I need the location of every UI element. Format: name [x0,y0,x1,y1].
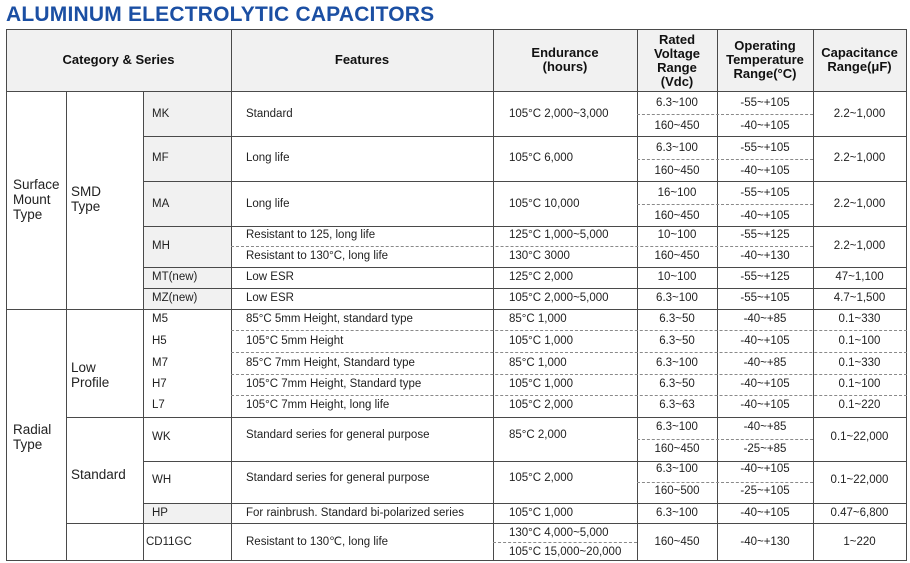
endurance-wk: 85°C 2,000 [509,429,567,441]
cap-h5: 0.1~100 [838,335,881,347]
rule [66,523,907,524]
feature-l7: 105°C 7mm Height, long life [246,399,390,411]
series-mh: MH [152,240,170,252]
subcategory-standard: Standard [71,467,126,482]
cap-cd11gc: 1~220 [843,536,876,548]
rule [143,226,907,227]
temp-wh: -25~+105 [740,485,790,497]
feature-mh: Resistant to 130°C, long life [246,250,389,262]
voltage-mh: 160~450 [654,250,700,262]
temp-cd11gc: -40~+130 [740,536,790,548]
endurance-mt: 125°C 2,000 [509,271,574,283]
temp-mk: -55~+105 [740,97,790,109]
cap-l7: 0.1~220 [838,399,881,411]
voltage-wh: 160~500 [654,485,700,497]
temp-h7: -40~+105 [740,378,790,390]
rule [231,29,232,561]
feature-h7: 105°C 7mm Height, Standard type [246,378,422,390]
endurance-mh: 125°C 1,000~5,000 [509,229,609,241]
endurance-cd11gc: 130°C 4,000~5,000 [509,527,609,539]
cap-h7: 0.1~100 [838,378,881,390]
cap-mh: 2.2~1,000 [833,240,886,252]
feature-mz: Low ESR [246,292,294,304]
rule [143,461,907,462]
endurance-h5: 105°C 1,000 [509,335,574,347]
rule [6,560,907,561]
temp-mf: -55~+105 [740,142,790,154]
dashed-rule [231,246,813,247]
temp-m7: -40~+85 [743,357,787,369]
series-m5: M5 [152,313,168,325]
series-h7: H7 [152,378,167,390]
voltage-cd11gc: 160~450 [654,536,700,548]
voltage-wh: 6.3~100 [656,463,698,475]
header-category-series: Category & Series [62,52,175,67]
temp-wh: -40~+105 [740,463,790,475]
rule [143,91,144,561]
series-mz: MZ(new) [152,292,198,304]
series-cd11gc: CD11GC [146,536,192,548]
voltage-mf: 6.3~100 [656,142,698,154]
rule [66,417,907,418]
endurance-h7: 105°C 1,000 [509,378,574,390]
rule [143,288,907,289]
dashed-rule [231,330,907,331]
dashed-rule [231,395,907,396]
series-h5: H5 [152,335,167,347]
voltage-hp: 6.3~100 [656,507,698,519]
cap-m7: 0.1~330 [838,357,881,369]
voltage-h5: 6.3~50 [659,335,695,347]
voltage-mk: 160~450 [654,120,700,132]
feature-hp: For rainbrush. Standard bi-polarized series [246,507,464,519]
temp-m5: -40~+85 [743,313,787,325]
feature-m7: 85°C 7mm Height, Standard type [246,357,415,369]
temp-mt: -55~+125 [740,271,790,283]
header-rated-voltage: Rated Voltage Range (Vdc) [654,32,700,89]
feature-mt: Low ESR [246,271,294,283]
feature-wk: Standard series for general purpose [246,429,430,441]
voltage-m7: 6.3~100 [656,357,698,369]
series-m7: M7 [152,357,168,369]
series-l7: L7 [152,399,165,411]
rule [6,29,907,30]
voltage-mf: 160~450 [654,165,700,177]
endurance-cd11gc: 105°C 15,000~20,000 [509,546,622,558]
endurance-m5: 85°C 1,000 [509,313,567,325]
header-capacitance: Capacitance Range(μF) [821,45,898,74]
voltage-m5: 6.3~50 [659,313,695,325]
endurance-mh: 130°C 3000 [509,250,570,262]
voltage-wk: 160~450 [654,443,700,455]
temp-mh: -40~+130 [740,250,790,262]
rule [66,91,67,561]
voltage-wk: 6.3~100 [656,421,698,433]
header-operating-temp: Operating Temperature Range(°C) [726,38,804,81]
rule [493,29,494,561]
category-radial: Radial Type [13,422,52,452]
rule [143,503,907,504]
dashed-rule [637,439,813,440]
voltage-mt: 10~100 [657,271,697,283]
page-title: ALUMINUM ELECTROLYTIC CAPACITORS [6,3,435,26]
voltage-mz: 6.3~100 [656,292,698,304]
rule [6,309,907,310]
dashed-rule [493,542,637,543]
series-wk: WK [152,431,171,443]
header-features: Features [334,52,390,67]
feature-mk: Standard [246,108,293,120]
dashed-rule [231,352,907,353]
feature-ma: Long life [246,198,290,210]
cap-mk: 2.2~1,000 [833,108,886,120]
temp-ma: -40~+105 [740,210,790,222]
endurance-mf: 105°C 6,000 [509,152,574,164]
feature-wh: Standard series for general purpose [246,472,430,484]
dashed-rule [231,374,907,375]
series-mt: MT(new) [152,271,198,283]
series-ma: MA [152,198,170,210]
temp-hp: -40~+105 [740,507,790,519]
endurance-wh: 105°C 2,000 [509,472,574,484]
feature-mf: Long life [246,152,290,164]
subcategory-smd-type: SMD Type [71,184,101,214]
dashed-rule [637,159,813,160]
rule [143,267,907,268]
endurance-m7: 85°C 1,000 [509,357,567,369]
temp-mf: -40~+105 [740,165,790,177]
rule [143,136,907,137]
temp-l7: -40~+105 [740,399,790,411]
rule [143,181,907,182]
feature-m5: 85°C 5mm Height, standard type [246,313,413,325]
rule [6,29,7,561]
series-wh: WH [152,474,172,486]
series-hp: HP [152,507,168,519]
dashed-rule [637,482,813,483]
voltage-h7: 6.3~50 [659,378,695,390]
category-surface-mount: Surface Mount Type [13,177,60,222]
series-mf: MF [152,152,169,164]
voltage-mk: 6.3~100 [656,97,698,109]
temp-mk: -40~+105 [740,120,790,132]
voltage-ma: 16~100 [657,187,697,199]
temp-mz: -55~+105 [740,292,790,304]
temp-wk: -40~+85 [743,421,787,433]
feature-h5: 105°C 5mm Height [246,335,344,347]
rule [6,91,907,92]
cap-mt: 47~1,100 [835,271,884,283]
temp-ma: -55~+105 [740,187,790,199]
endurance-l7: 105°C 2,000 [509,399,574,411]
temp-h5: -40~+105 [740,335,790,347]
cap-wk: 0.1~22,000 [830,431,889,443]
temp-mh: -55~+125 [740,229,790,241]
cap-hp: 0.47~6,800 [830,507,889,519]
subcategory-low-profile: Low Profile [71,360,110,390]
temp-wk: -25~+85 [743,443,787,455]
cap-ma: 2.2~1,000 [833,198,886,210]
endurance-mz: 105°C 2,000~5,000 [509,292,609,304]
series-mk: MK [152,108,170,120]
voltage-l7: 6.3~63 [659,399,695,411]
dashed-rule [637,204,813,205]
endurance-mk: 105°C 2,000~3,000 [509,108,609,120]
voltage-mh: 10~100 [657,229,697,241]
dashed-rule [637,114,813,115]
endurance-ma: 105°C 10,000 [509,198,580,210]
cap-wh: 0.1~22,000 [830,474,889,486]
rule [906,29,907,561]
voltage-ma: 160~450 [654,210,700,222]
feature-cd11gc: Resistant to 130℃, long life [246,536,389,548]
endurance-hp: 105°C 1,000 [509,507,574,519]
feature-mh: Resistant to 125, long life [246,229,376,241]
cap-mf: 2.2~1,000 [833,152,886,164]
cap-mz: 4.7~1,500 [833,292,886,304]
cap-m5: 0.1~330 [838,313,881,325]
header-endurance: Endurance (hours) [531,45,599,74]
